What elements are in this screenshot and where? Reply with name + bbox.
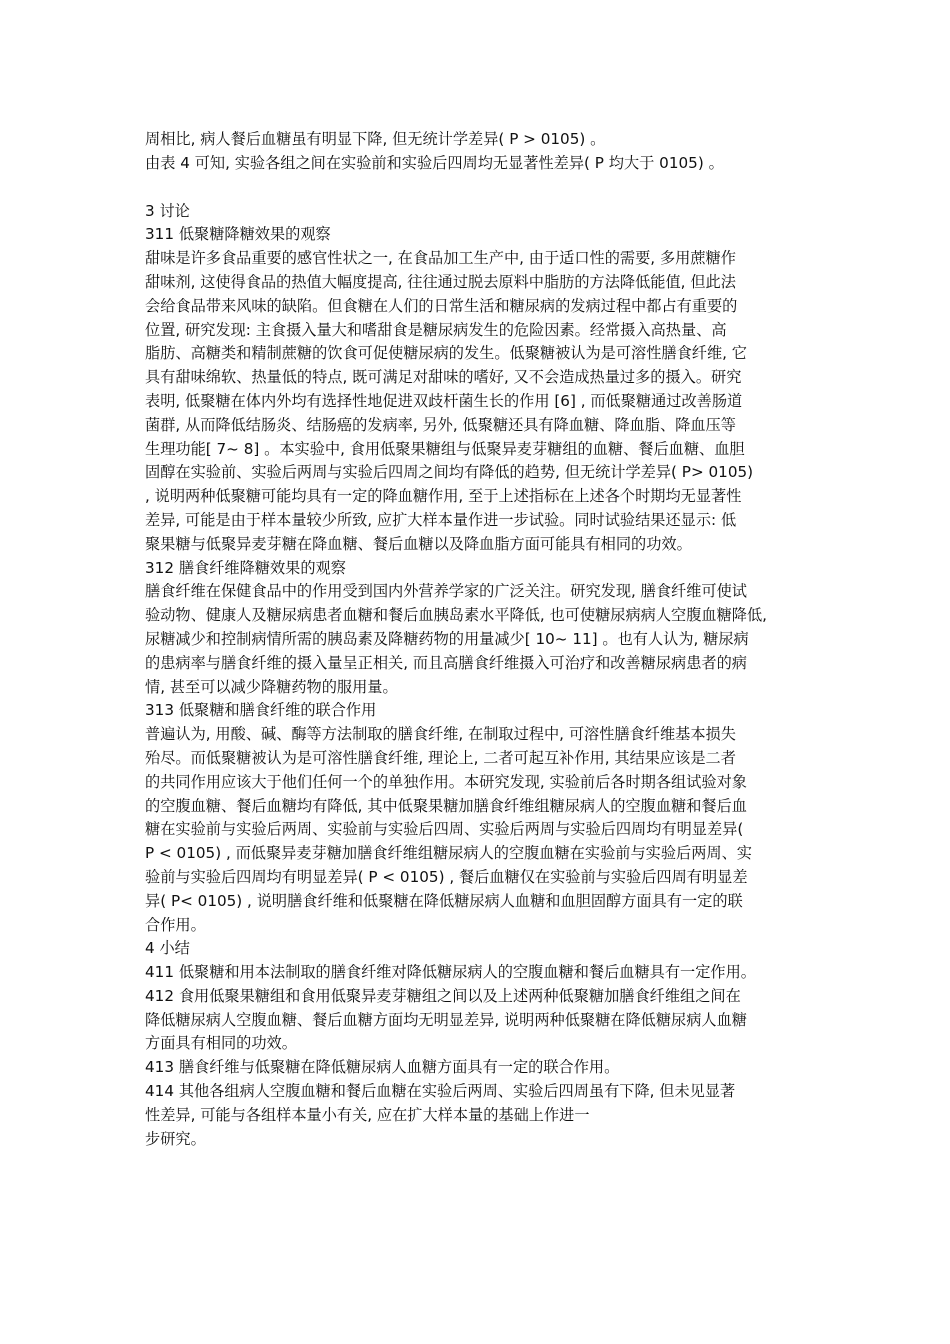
text-line: 菌群, 从而降低结肠炎、结肠癌的发病率, 另外, 低聚糖还具有降血糖、降血脂、降血压等	[145, 415, 736, 434]
text-line: 由表 4 可知, 实验各组之间在实验前和实验后四周均无显著性差异( P 均大于 0105) 。	[145, 153, 724, 172]
text-line: 验前与实验后四周均有明显差异( P < 0105) , 餐后血糖仅在实验前与实验后四周有明显差	[145, 867, 748, 886]
text-line: 的共同作用应该大于他们任何一个的单独作用。本研究发现, 实验前后各时期各组试验对象	[145, 772, 747, 791]
text-line: 的空腹血糖、餐后血糖均有降低, 其中低聚果糖加膳食纤维组糖尿病人的空腹血糖和餐后血	[145, 796, 747, 815]
text-line: 固醇在实验前、实验后两周与实验后四周之间均有降低的趋势, 但无统计学差异( P> 0105)	[145, 463, 754, 482]
text-line: 3 讨论	[145, 201, 190, 220]
text-line: 411 低聚糖和用本法制取的膳食纤维对降低糖尿病人的空腹血糖和餐后血糖具有一定作用。	[145, 963, 756, 982]
text-line: 周相比, 病人餐后血糖虽有明显下降, 但无统计学差异( P > 0105) 。	[145, 130, 606, 148]
text-line: 验动物、健康人及糖尿病患者血糖和餐后血胰岛素水平降低, 也可使糖尿病病人空腹血糖降低,	[145, 606, 767, 625]
text-line: 聚果糖与低聚异麦芽糖在降血糖、餐后血糖以及降血脂方面可能具有相同的功效。	[145, 534, 692, 553]
text-line: 脂肪、高糖类和精制蔗糖的饮食可促使糖尿病的发生。低聚糖被认为是可溶性膳食纤维, 它	[145, 344, 747, 363]
text-line: 313 低聚糖和膳食纤维的联合作用	[145, 701, 377, 720]
text-line: 的患病率与膳食纤维的摄入量呈正相关, 而且高膳食纤维摄入可治疗和改善糖尿病患者的病	[145, 653, 747, 672]
text-line: 具有甜味绵软、热量低的特点, 既可满足对甜味的嗜好, 又不会造成热量过多的摄入。研究	[145, 368, 742, 387]
text-line: 311 低聚糖降糖效果的观察	[145, 225, 331, 244]
text-line: 差异, 可能是由于样本量较少所致, 应扩大样本量作进一步试验。同时试验结果还显示: 低	[145, 510, 737, 529]
text-line: 步研究。	[145, 1129, 206, 1148]
text-line: 降低糖尿病人空腹血糖、餐后血糖方面均无明显差异, 说明两种低聚糖在降低糖尿病人血糖	[145, 1010, 747, 1029]
text-line: 普遍认为, 用酸、碱、酶等方法制取的膳食纤维, 在制取过程中, 可溶性膳食纤维基本损失	[145, 725, 736, 744]
text-line: 性差异, 可能与各组样本量小有关, 应在扩大样本量的基础上作进一	[145, 1105, 590, 1124]
text-line: 尿糖减少和控制病情所需的胰岛素及降糖药物的用量减少[ 10~ 11] 。也有人认为, 糖尿病	[145, 629, 749, 648]
text-line: 会给食品带来风味的缺陷。但食糖在人们的日常生活和糖尿病的发病过程中都占有重要的	[145, 296, 738, 315]
text-line: 生理功能[ 7~ 8] 。本实验中, 食用低聚果糖组与低聚异麦芽糖组的血糖、餐后血糖、血胆	[145, 439, 745, 458]
text-line: 414 其他各组病人空腹血糖和餐后血糖在实验后两周、实验后四周虽有下降, 但未见显著	[145, 1082, 736, 1101]
text-line: P < 0105) , 而低聚异麦芽糖加膳食纤维组糖尿病人的空腹血糖在实验前与实验后两周、实	[145, 844, 752, 863]
text-line: 情, 甚至可以减少降糖药物的服用量。	[145, 677, 398, 696]
text-line: 312 膳食纤维降糖效果的观察	[145, 558, 346, 577]
text-line: 合作用。	[145, 915, 206, 934]
text-line: 4 小结	[145, 939, 190, 958]
text-line: 413 膳食纤维与低聚糖在降低糖尿病人血糖方面具有一定的联合作用。	[145, 1058, 620, 1077]
text-line: 甜味是许多食品重要的感官性状之一, 在食品加工生产中, 由于适口性的需要, 多用蔗糖作	[145, 249, 736, 268]
text-line: 异( P< 0105) , 说明膳食纤维和低聚糖在降低糖尿病人血糖和血胆固醇方面具有一定的联	[145, 891, 743, 910]
text-line: 膳食纤维在保健食品中的作用受到国内外营养学家的广泛关注。研究发现, 膳食纤维可使试	[145, 582, 747, 601]
text-line: 糖在实验前与实验后两周、实验前与实验后四周、实验后两周与实验后四周均有明显差异(	[145, 820, 744, 839]
text-line: , 说明两种低聚糖可能均具有一定的降血糖作用, 至于上述指标在上述各个时期均无显著性	[145, 487, 742, 506]
text-line: 甜味剂, 这使得食品的热值大幅度提高, 往往通过脱去原料中脂肪的方法降低能值, 但此法	[145, 272, 736, 291]
text-line: 412 食用低聚果糖组和食用低聚异麦芽糖组之间以及上述两种低聚糖加膳食纤维组之间在	[145, 986, 741, 1005]
blank-line	[145, 176, 813, 200]
text-line: 位置, 研究发现: 主食摄入量大和嗜甜食是糖尿病发生的危险因素。经常摄入高热量、高	[145, 320, 727, 339]
document-page	[145, 128, 813, 1151]
text-line: 殆尽。而低聚糖被认为是可溶性膳食纤维, 理论上, 二者可起互补作用, 其结果应该是二者	[145, 748, 736, 767]
text-line: 方面具有相同的功效。	[145, 1034, 297, 1053]
text-line: 表明, 低聚糖在体内外均有选择性地促进双歧杆菌生长的作用 [6] , 而低聚糖通过改善肠道	[145, 391, 743, 410]
